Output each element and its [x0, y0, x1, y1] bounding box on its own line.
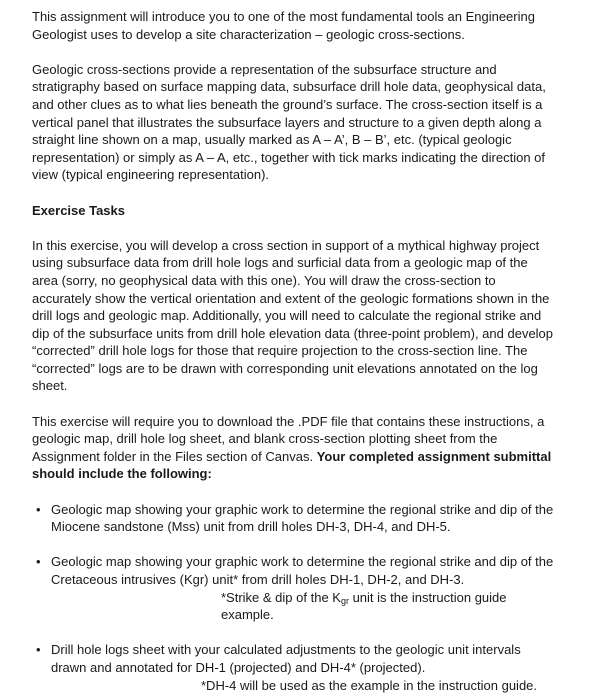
- download-text: This exercise will require you to download the .PDF file that contains these instructions, a geologic map, drill hole log sheet, and blank cross-section plotting sheet from the Assignment folder in the Files section of Canvas.: [32, 413, 545, 464]
- list-item: [32, 641, 556, 694]
- download-paragraph: [32, 413, 556, 483]
- spacer: [32, 219, 556, 237]
- spacer: [32, 624, 556, 642]
- list-item-note: *DH-4 will be used as the example in the instruction guide.: [201, 677, 538, 693]
- spacer: [32, 483, 556, 501]
- spacer: [32, 184, 556, 202]
- spacer: [32, 43, 556, 61]
- cross-section-paragraph: Geologic cross-sections provide a representation of the subsurface structure and stratigraphy based on surface mapping data, subsurface drill hole data, geophysical data, and other clues as to what lies beneath the ground’s surface. The cross-section itself is a vertical panel that illustrates the subsurface layers and structure to a given depth along a straight line shown on a map, usually marked as A – A’, B – B’, etc. (typical geologic representation) or simply as A – A, etc., together with tick marks indicating the direction of view (typical engineering representation).: [32, 61, 546, 183]
- submittal-requirement: Your completed assignment submittal should include the following:: [32, 448, 552, 482]
- list-item-note: *Strike & dip of the $K_{gr}$ unit is the instruction guide example.: [221, 589, 507, 623]
- list-item-text: Geologic map showing your graphic work to determine the regional strike and dip of the Cretaceous intrusives (Kgr) unit* from drill holes DH-1, DH-2, and DH-3.: [51, 554, 554, 587]
- spacer: [32, 395, 556, 413]
- list-item: [32, 553, 556, 623]
- bullet-icon: •: [36, 554, 41, 570]
- exercise-tasks-heading: Exercise Tasks: [32, 202, 125, 218]
- spacer: [32, 536, 556, 554]
- list-item-text: Drill hole logs sheet with your calculated adjustments to the geologic unit intervals drawn and annotated for DH-1 (projected) and DH-4* (projected).: [51, 642, 521, 675]
- intro-paragraph: This assignment will introduce you to one of the most fundamental tools an Engineering Geologist uses to develop a site characterization – geologic cross-sections.: [32, 9, 535, 42]
- list-item: [32, 501, 556, 536]
- list-item-text: Geologic map showing your graphic work to determine the regional strike and dip of the Miocene sandstone (Mss) unit from drill holes DH-3, DH-4, and DH-5.: [51, 501, 554, 535]
- bullet-icon: •: [36, 501, 41, 517]
- deliverables-list: [32, 501, 556, 695]
- exercise-paragraph: In this exercise, you will develop a cross section in support of a mythical highway project using subsurface data from drill hole logs and surficial data from a geologic map of the area (sorry, no geophysical data with this one). You will draw the cross-section to accurately show the vertical orientation and extent of the geologic formations shown in the drill logs and geologic map. Additionally, you will need to calculate the regional strike and dip of the subsurface units from drill hole elevation data (three-point problem), and develop “corrected” drill hole logs for those that require projection to the cross-section line. The “corrected” logs are to be drawn with corresponding unit elevations annotated on the log sheet.: [32, 237, 554, 394]
- bullet-icon: •: [36, 642, 41, 658]
